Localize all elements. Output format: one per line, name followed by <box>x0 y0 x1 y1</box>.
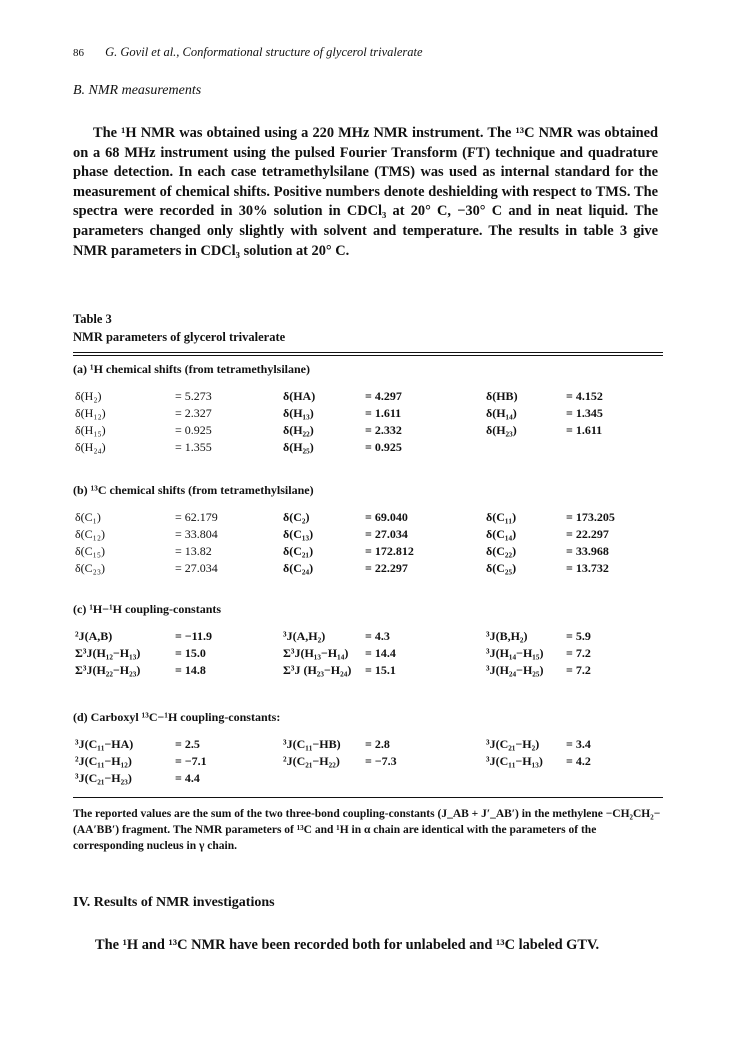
table-parameter: δ(C₁₂) <box>75 527 106 541</box>
table-value: = 4.2 <box>566 754 591 768</box>
table-value: = 4.297 <box>365 389 402 403</box>
table-value: = 1.611 <box>566 423 603 437</box>
table-value: = 2.5 <box>175 737 200 751</box>
table-parameter: δ(HA) <box>283 389 316 403</box>
table-value: = 15.1 <box>365 663 396 677</box>
table-value: = 5.9 <box>566 629 591 643</box>
results-paragraph: The ¹H and ¹³C NMR have been recorded both for unlabeled and ¹³C labeled GTV. <box>95 937 600 953</box>
table-value: = 27.034 <box>365 527 408 541</box>
page-number: 86 <box>73 47 84 59</box>
section-heading-nmr-measurements: B. NMR measurements <box>73 83 202 98</box>
table-parameter: δ(C₂₅) <box>486 561 517 575</box>
table-value: = 173.205 <box>566 510 615 524</box>
table-value: = 4.3 <box>365 629 390 643</box>
table-parameter: Σ³J(H₁₃−H₁₄) <box>283 646 349 660</box>
table-section-title: (a) ¹H chemical shifts (from tetramethylsilane) <box>73 362 310 376</box>
table-top-rule-double <box>73 355 663 356</box>
table-parameter: ²J(C₂₁−H₂₂) <box>283 754 340 768</box>
table-parameter: δ(H₂₅) <box>283 440 314 454</box>
running-header <box>73 45 663 60</box>
table-parameter: ³J(C₁₁−H₁₃) <box>486 754 543 768</box>
table-parameter: Σ³J (H₂₃−H₂₄) <box>283 663 352 677</box>
table-value: = −7.1 <box>175 754 207 768</box>
table-value: = 2.327 <box>175 406 212 420</box>
table-section-title: (c) ¹H−¹H coupling-constants <box>73 602 222 616</box>
table-value: = −7.3 <box>365 754 397 768</box>
table-value: = 13.732 <box>566 561 609 575</box>
table-parameter: δ(C₂₃) <box>75 561 106 575</box>
table-bottom-rule <box>73 797 663 798</box>
table-parameter: ³J(A,H₂) <box>283 629 326 643</box>
table-value: = 27.034 <box>175 561 218 575</box>
table-parameter: δ(H₁₄) <box>486 406 517 420</box>
table-footnote: The reported values are the sum of the two three-bond coupling-constants (J_AB + J′_AB′) in the methylene −CH₂CH₂− (AA′BB′) fragment. The NMR parameters of ¹³C and ¹H in α chain are identical with the parameters of the corresponding nucleus in γ chain. <box>73 808 661 852</box>
table-section-title: (b) ¹³C chemical shifts (from tetramethylsilane) <box>73 483 314 497</box>
table-value: = 0.925 <box>365 440 402 454</box>
table-parameter: δ(C₁) <box>75 510 101 524</box>
table-parameter: ³J(H₁₄−H₁₅) <box>486 646 544 660</box>
table-value: = 4.152 <box>566 389 603 403</box>
table-parameter: δ(H₂) <box>75 389 102 403</box>
table-top-rule <box>73 352 663 353</box>
table-value: = 22.297 <box>365 561 408 575</box>
table-value: = 172.812 <box>365 544 414 558</box>
table-label: Table 3 <box>73 312 112 326</box>
table-value: = 5.273 <box>175 389 212 403</box>
table-parameter: Σ³J(H₂₂−H₂₃) <box>75 663 141 677</box>
table-parameter: δ(C₁₅) <box>75 544 106 558</box>
table-parameter: ³J(C₂₁−H₂₃) <box>75 771 132 785</box>
table-parameter: δ(H₂₃) <box>486 423 517 437</box>
table-parameter: δ(C₂) <box>283 510 310 524</box>
table-section-title: (d) Carboxyl ¹³C−¹H coupling-constants: <box>73 710 281 724</box>
table-value: = 69.040 <box>365 510 408 524</box>
section-heading-results: IV. Results of NMR investigations <box>73 895 275 910</box>
table-value: = −11.9 <box>175 629 213 643</box>
table-parameter: δ(C₂₂) <box>486 544 517 558</box>
table-value: = 7.2 <box>566 646 591 660</box>
table-parameter: δ(C₂₁) <box>283 544 314 558</box>
table-parameter: δ(H₁₂) <box>75 406 106 420</box>
table-value: = 14.8 <box>175 663 206 677</box>
table-parameter: ²J(A,B) <box>75 629 113 643</box>
table-parameter: δ(C₁₄) <box>486 527 517 541</box>
table-value: = 7.2 <box>566 663 591 677</box>
table-parameter: δ(H₂₂) <box>283 423 314 437</box>
table-parameter: δ(H₁₃) <box>283 406 314 420</box>
table-value: = 1.611 <box>365 406 402 420</box>
table-parameter: ³J(C₁₁−HB) <box>283 737 341 751</box>
table-parameter: Σ³J(H₁₂−H₁₃) <box>75 646 141 660</box>
table-parameter: ³J(C₂₁−H₂) <box>486 737 540 751</box>
table-value: = 4.4 <box>175 771 200 785</box>
table-parameter: δ(C₂₄) <box>283 561 314 575</box>
table-value: = 14.4 <box>365 646 396 660</box>
table-parameter: δ(C₁₁) <box>486 510 517 524</box>
table-value: = 1.355 <box>175 440 212 454</box>
table-value: = 2.8 <box>365 737 390 751</box>
table-value: = 62.179 <box>175 510 218 524</box>
table-value: = 2.332 <box>365 423 402 437</box>
table-parameter: δ(H₁₅) <box>75 423 106 437</box>
nmr-methods-paragraph: The ¹H NMR was obtained using a 220 MHz NMR instrument. The ¹³C NMR was obtained on a 68 MHz instrument using the pulsed Fourier Transform (FT) technique and quadrature phase detection. In each case tetramethylsilane (TMS) was used as internal standard for the measurement of chemical shifts. Positive numbers denote deshielding with respect to TMS. The spectra were recorded in 30% solution in CDCl₃ at 20° C, −30° C and in neat liquid. The parameters changed only slightly with solvent and temperature. The results in table 3 give NMR parameters in CDCl₃ solution at 20° C. <box>73 125 658 259</box>
table-parameter: ³J(B,H₂) <box>486 629 528 643</box>
table-parameter: ²J(C₁₁−H₁₂) <box>75 754 132 768</box>
table-parameter: δ(HB) <box>486 389 518 403</box>
table-value: = 33.968 <box>566 544 609 558</box>
table-parameter: ³J(H₂₄−H₂₅) <box>486 663 544 677</box>
table-value: = 0.925 <box>175 423 212 437</box>
table-parameter: δ(C₁₃) <box>283 527 314 541</box>
table-caption: NMR parameters of glycerol trivalerate <box>73 330 286 344</box>
table-parameter: δ(H₂₄) <box>75 440 106 454</box>
table-value: = 13.82 <box>175 544 212 558</box>
running-title: G. Govil et al., Conformational structure of glycerol trivalerate <box>105 45 423 59</box>
table-value: = 22.297 <box>566 527 609 541</box>
table-value: = 15.0 <box>175 646 206 660</box>
table-value: = 33.804 <box>175 527 218 541</box>
table-value: = 3.4 <box>566 737 591 751</box>
table-value: = 1.345 <box>566 406 603 420</box>
table-parameter: ³J(C₁₁−HA) <box>75 737 134 751</box>
